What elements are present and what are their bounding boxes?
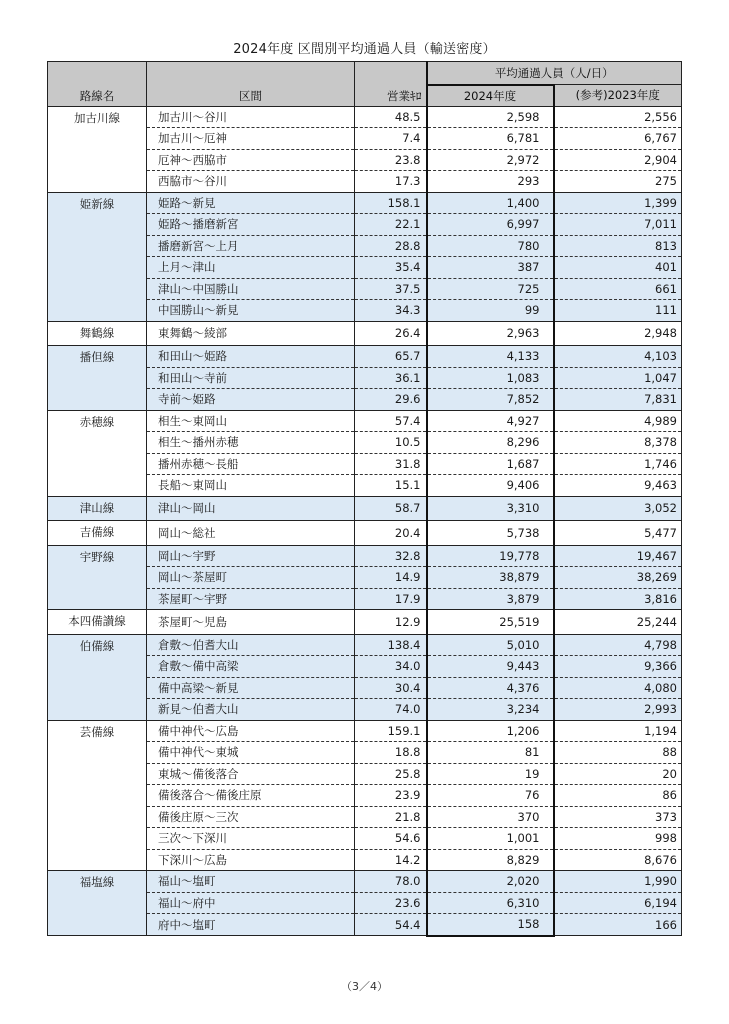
km-cell: 54.4 (355, 914, 427, 936)
value-2024-cell: 6,781 (427, 128, 554, 150)
km-cell: 36.1 (355, 367, 427, 389)
section-cell: 岡山～茶屋町 (147, 567, 355, 589)
line-name-cell: 本四備讃線 (48, 610, 147, 635)
section-cell: 播磨新宮～上月 (147, 235, 355, 257)
section-cell: 和田山～寺前 (147, 367, 355, 389)
line-name-cell: 津山線 (48, 496, 147, 521)
section-cell: 上月～津山 (147, 257, 355, 279)
value-2023-cell: 7,831 (554, 389, 682, 411)
km-cell: 23.8 (355, 149, 427, 171)
value-2023-cell: 111 (554, 300, 682, 322)
section-cell: 姫路～播磨新宮 (147, 214, 355, 236)
value-2024-cell: 9,406 (427, 475, 554, 497)
km-cell: 34.3 (355, 300, 427, 322)
density-table-container (47, 61, 681, 937)
section-cell: 岡山～総社 (147, 521, 355, 546)
value-2023-cell: 9,366 (554, 656, 682, 678)
value-2024-cell: 2,972 (427, 149, 554, 171)
value-2024-cell: 4,376 (427, 677, 554, 699)
section-cell: 備後庄原～三次 (147, 806, 355, 828)
section-cell: 福山～塩町 (147, 871, 355, 893)
section-cell: 岡山～宇野 (147, 545, 355, 567)
value-2023-cell: 3,816 (554, 588, 682, 610)
value-2024-cell: 4,927 (427, 410, 554, 432)
section-cell: 和田山～姫路 (147, 346, 355, 368)
table-row (48, 321, 682, 346)
table-row (48, 871, 682, 893)
km-cell: 14.9 (355, 567, 427, 589)
section-cell: 備中神代～東城 (147, 742, 355, 764)
value-2024-cell: 19,778 (427, 545, 554, 567)
section-cell: 寺前～姫路 (147, 389, 355, 411)
value-2024-cell: 8,829 (427, 849, 554, 871)
section-cell: 西脇市～谷川 (147, 171, 355, 193)
value-2023-cell: 88 (554, 742, 682, 764)
km-cell: 37.5 (355, 278, 427, 300)
value-2023-cell: 1,746 (554, 453, 682, 475)
km-cell: 138.4 (355, 634, 427, 656)
km-cell: 7.4 (355, 128, 427, 150)
value-2024-cell: 3,879 (427, 588, 554, 610)
value-2024-cell: 1,083 (427, 367, 554, 389)
value-2023-cell: 25,244 (554, 610, 682, 635)
km-cell: 18.8 (355, 742, 427, 764)
table-row (48, 521, 682, 546)
km-cell: 17.3 (355, 171, 427, 193)
km-cell: 31.8 (355, 453, 427, 475)
value-2023-cell: 2,948 (554, 321, 682, 346)
km-cell: 22.1 (355, 214, 427, 236)
table-row (48, 410, 682, 432)
km-cell: 32.8 (355, 545, 427, 567)
value-2024-cell: 1,400 (427, 192, 554, 214)
value-2023-cell: 4,989 (554, 410, 682, 432)
value-2024-cell: 6,997 (427, 214, 554, 236)
km-cell: 26.4 (355, 321, 427, 346)
value-2023-cell: 9,463 (554, 475, 682, 497)
value-2024-cell: 99 (427, 300, 554, 322)
km-cell: 17.9 (355, 588, 427, 610)
value-2024-cell: 387 (427, 257, 554, 279)
value-2024-cell: 19 (427, 763, 554, 785)
km-cell: 23.9 (355, 785, 427, 807)
section-cell: 備後落合～備後庄原 (147, 785, 355, 807)
value-2023-cell: 813 (554, 235, 682, 257)
value-2023-cell: 1,990 (554, 871, 682, 893)
section-cell: 倉敷～備中高梁 (147, 656, 355, 678)
value-2023-cell: 4,080 (554, 677, 682, 699)
section-cell: 姫路～新見 (147, 192, 355, 214)
section-cell: 長船～東岡山 (147, 475, 355, 497)
value-2023-cell: 2,993 (554, 699, 682, 721)
table-row (48, 545, 682, 567)
value-2024-cell: 2,963 (427, 321, 554, 346)
value-2024-cell: 780 (427, 235, 554, 257)
page-title: 2024年度 区間別平均通過人員（輸送密度） (233, 42, 496, 57)
km-cell: 14.2 (355, 849, 427, 871)
section-cell: 茶屋町～宇野 (147, 588, 355, 610)
section-cell: 福山～府中 (147, 892, 355, 914)
km-cell: 74.0 (355, 699, 427, 721)
section-cell: 三次～下深川 (147, 828, 355, 850)
km-cell: 20.4 (355, 521, 427, 546)
section-cell: 津山～岡山 (147, 496, 355, 521)
value-2024-cell: 370 (427, 806, 554, 828)
value-2023-cell: 86 (554, 785, 682, 807)
line-name-cell: 吉備線 (48, 521, 147, 546)
value-2024-cell: 1,687 (427, 453, 554, 475)
table-row (48, 720, 682, 742)
value-2024-cell: 158 (427, 914, 554, 936)
section-cell: 下深川～広島 (147, 849, 355, 871)
table-row (48, 610, 682, 635)
line-name-cell: 赤穂線 (48, 410, 147, 496)
value-2024-cell: 3,234 (427, 699, 554, 721)
km-cell: 21.8 (355, 806, 427, 828)
line-name-cell: 宇野線 (48, 545, 147, 610)
value-2023-cell: 38,269 (554, 567, 682, 589)
value-2024-cell: 3,310 (427, 496, 554, 521)
header-2023: (参考)2023年度 (554, 85, 682, 107)
km-cell: 10.5 (355, 432, 427, 454)
section-cell: 加古川～厄神 (147, 128, 355, 150)
km-cell: 54.6 (355, 828, 427, 850)
section-cell: 備中神代～広島 (147, 720, 355, 742)
value-2024-cell: 38,879 (427, 567, 554, 589)
section-cell: 相生～東岡山 (147, 410, 355, 432)
value-2023-cell: 7,011 (554, 214, 682, 236)
section-cell: 相生～播州赤穂 (147, 432, 355, 454)
section-cell: 新見～伯耆大山 (147, 699, 355, 721)
value-2024-cell: 725 (427, 278, 554, 300)
section-cell: 津山～中国勝山 (147, 278, 355, 300)
value-2024-cell: 2,020 (427, 871, 554, 893)
value-2023-cell: 373 (554, 806, 682, 828)
value-2024-cell: 2,598 (427, 106, 554, 128)
section-cell: 府中～塩町 (147, 914, 355, 936)
table-row (48, 496, 682, 521)
value-2023-cell: 275 (554, 171, 682, 193)
km-cell: 57.4 (355, 410, 427, 432)
value-2024-cell: 1,206 (427, 720, 554, 742)
value-2024-cell: 293 (427, 171, 554, 193)
line-name-cell: 播但線 (48, 346, 147, 411)
value-2024-cell: 1,001 (427, 828, 554, 850)
value-2023-cell: 166 (554, 914, 682, 936)
value-2023-cell: 6,194 (554, 892, 682, 914)
table-row (48, 106, 682, 128)
density-table (47, 61, 682, 937)
page-number: （3／4） (341, 980, 388, 993)
value-2023-cell: 3,052 (554, 496, 682, 521)
value-2023-cell: 998 (554, 828, 682, 850)
header-2024: 2024年度 (427, 85, 554, 107)
section-cell: 倉敷～伯耆大山 (147, 634, 355, 656)
value-2024-cell: 4,133 (427, 346, 554, 368)
line-name-cell: 舞鶴線 (48, 321, 147, 346)
table-header (48, 62, 682, 107)
table-row (48, 346, 682, 368)
value-2023-cell: 8,378 (554, 432, 682, 454)
value-2023-cell: 2,904 (554, 149, 682, 171)
section-cell: 中国勝山～新見 (147, 300, 355, 322)
value-2023-cell: 1,047 (554, 367, 682, 389)
km-cell: 34.0 (355, 656, 427, 678)
section-cell: 東城～備後落合 (147, 763, 355, 785)
km-cell: 12.9 (355, 610, 427, 635)
value-2023-cell: 401 (554, 257, 682, 279)
value-2024-cell: 81 (427, 742, 554, 764)
km-cell: 159.1 (355, 720, 427, 742)
km-cell: 58.7 (355, 496, 427, 521)
line-name-cell: 伯備線 (48, 634, 147, 720)
km-cell: 29.6 (355, 389, 427, 411)
value-2024-cell: 25,519 (427, 610, 554, 635)
value-2023-cell: 19,467 (554, 545, 682, 567)
km-cell: 158.1 (355, 192, 427, 214)
header-avg-passengers: 平均通過人員（人/日） (427, 62, 682, 85)
section-cell: 茶屋町～児島 (147, 610, 355, 635)
line-name-cell: 加古川線 (48, 106, 147, 192)
value-2023-cell: 5,477 (554, 521, 682, 546)
km-cell: 65.7 (355, 346, 427, 368)
km-cell: 48.5 (355, 106, 427, 128)
value-2023-cell: 20 (554, 763, 682, 785)
header-km: 営業ｷﾛ (355, 62, 427, 107)
value-2024-cell: 7,852 (427, 389, 554, 411)
value-2024-cell: 8,296 (427, 432, 554, 454)
value-2023-cell: 8,676 (554, 849, 682, 871)
value-2024-cell: 76 (427, 785, 554, 807)
km-cell: 15.1 (355, 475, 427, 497)
value-2023-cell: 4,798 (554, 634, 682, 656)
line-name-cell: 芸備線 (48, 720, 147, 871)
line-name-cell: 姫新線 (48, 192, 147, 321)
value-2023-cell: 1,194 (554, 720, 682, 742)
value-2024-cell: 5,738 (427, 521, 554, 546)
km-cell: 25.8 (355, 763, 427, 785)
table-body (48, 106, 682, 936)
km-cell: 23.6 (355, 892, 427, 914)
section-cell: 播州赤穂～長船 (147, 453, 355, 475)
line-name-cell: 福塩線 (48, 871, 147, 936)
value-2023-cell: 1,399 (554, 192, 682, 214)
km-cell: 30.4 (355, 677, 427, 699)
km-cell: 78.0 (355, 871, 427, 893)
section-cell: 厄神～西脇市 (147, 149, 355, 171)
section-cell: 備中高梁～新見 (147, 677, 355, 699)
header-line-name: 路線名 (48, 62, 147, 107)
value-2023-cell: 2,556 (554, 106, 682, 128)
value-2023-cell: 6,767 (554, 128, 682, 150)
value-2024-cell: 9,443 (427, 656, 554, 678)
section-cell: 加古川～谷川 (147, 106, 355, 128)
value-2023-cell: 4,103 (554, 346, 682, 368)
value-2024-cell: 6,310 (427, 892, 554, 914)
header-section: 区間 (147, 62, 355, 107)
km-cell: 28.8 (355, 235, 427, 257)
km-cell: 35.4 (355, 257, 427, 279)
table-row (48, 634, 682, 656)
value-2023-cell: 661 (554, 278, 682, 300)
section-cell: 東舞鶴～綾部 (147, 321, 355, 346)
table-row (48, 192, 682, 214)
value-2024-cell: 5,010 (427, 634, 554, 656)
